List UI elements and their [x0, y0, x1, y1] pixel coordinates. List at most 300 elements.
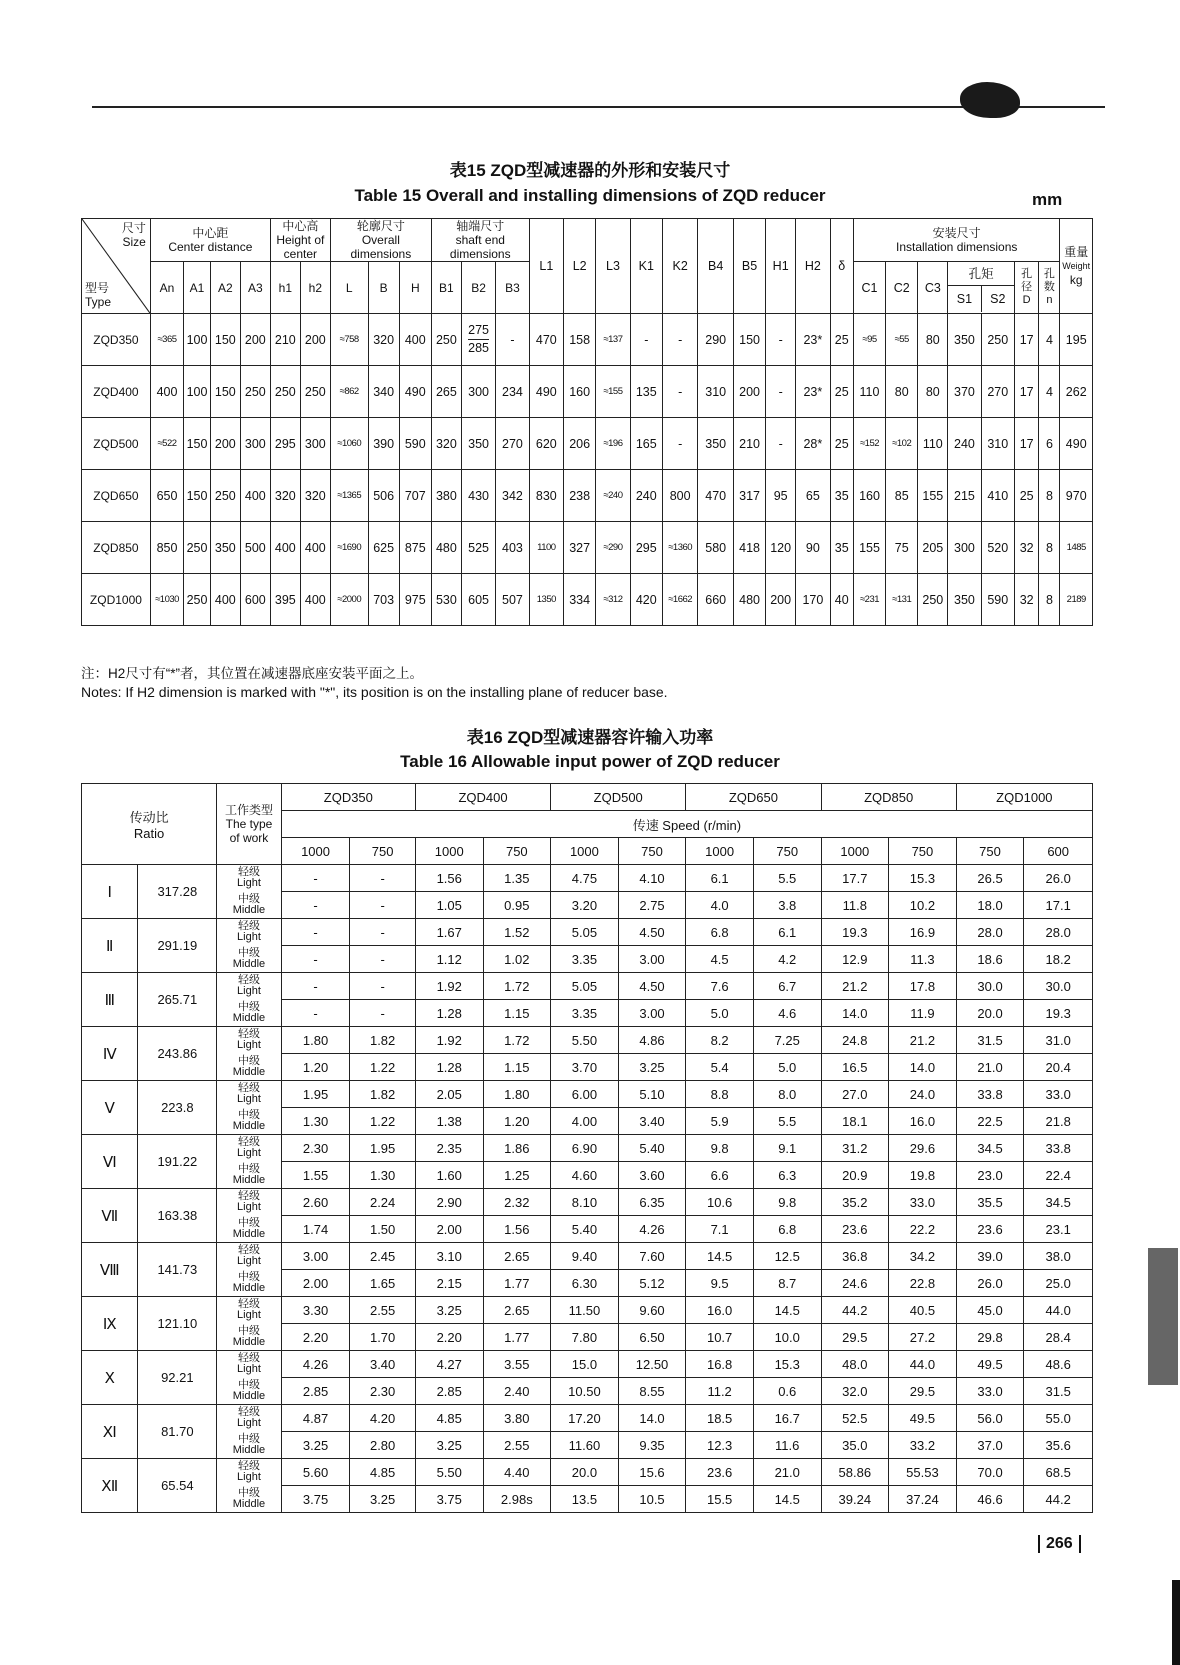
- table-cell: 33.0: [1024, 1081, 1093, 1108]
- table-row: [82, 1189, 1093, 1216]
- table-cell: 270: [981, 366, 1014, 418]
- table-row: [82, 1054, 1093, 1081]
- table-cell: 16.5: [821, 1054, 889, 1081]
- table-cell: 11.6: [753, 1432, 821, 1459]
- col-H1: H1: [766, 219, 796, 314]
- table16-title-en: Table 16 Allowable input power of ZQD reducer: [400, 752, 780, 771]
- table-cell: 17.20: [551, 1405, 619, 1432]
- table-cell: 4.86: [618, 1027, 686, 1054]
- table-cell: 2.80: [350, 1432, 416, 1459]
- ratio-roman: Ⅷ: [82, 1243, 138, 1297]
- table-cell: 12.50: [618, 1351, 686, 1378]
- ratio-value: 92.21: [138, 1351, 217, 1405]
- table-cell: 8.7: [753, 1270, 821, 1297]
- ratio-value: 265.71: [138, 973, 217, 1027]
- work-type-light: 轻级 Light: [217, 919, 282, 946]
- speed-cell: 1000: [281, 838, 350, 865]
- table-cell: 205: [918, 522, 948, 574]
- table-cell: 317: [733, 470, 765, 522]
- table-cell: 150: [184, 470, 211, 522]
- table-cell: 34.2: [889, 1243, 957, 1270]
- ratio-value: 65.54: [138, 1459, 217, 1513]
- table-cell: 25.0: [1024, 1270, 1093, 1297]
- table16: [81, 783, 1093, 1513]
- table-cell: 158: [564, 314, 596, 366]
- table-row: [82, 1108, 1093, 1135]
- table-row: [82, 946, 1093, 973]
- table-cell: -: [350, 892, 416, 919]
- table-cell: 4.5: [686, 946, 754, 973]
- corner-bottom-en: Type: [85, 295, 112, 309]
- table-cell: 6.3: [753, 1162, 821, 1189]
- table-cell: 155: [918, 470, 948, 522]
- table-cell: -: [662, 418, 698, 470]
- table-cell: 327: [564, 522, 596, 574]
- table-cell: 3.55: [483, 1351, 551, 1378]
- table-cell: 8: [1039, 522, 1060, 574]
- table-cell: ≈95: [853, 314, 885, 366]
- work-type-light: 轻级 Light: [217, 1135, 282, 1162]
- table-cell: 35: [830, 522, 853, 574]
- table-cell: 9.8: [753, 1189, 821, 1216]
- table-cell: 75: [886, 522, 918, 574]
- table-cell: ≈137: [596, 314, 630, 366]
- table-cell: 5.5: [753, 865, 821, 892]
- table-cell: 418: [733, 522, 765, 574]
- table-cell: 35.2: [821, 1189, 889, 1216]
- table-cell: 4.0: [686, 892, 754, 919]
- table-cell: 165: [630, 418, 662, 470]
- table-cell: 23.6: [956, 1216, 1024, 1243]
- ratio-value: 191.22: [138, 1135, 217, 1189]
- table-cell: 290: [698, 314, 734, 366]
- table-cell: 34.5: [1024, 1189, 1093, 1216]
- table-cell: 49.5: [889, 1405, 957, 1432]
- table-cell: 9.8: [686, 1135, 754, 1162]
- table-cell: 10.0: [753, 1324, 821, 1351]
- table-cell: 23.1: [1024, 1216, 1093, 1243]
- table-cell: 9.60: [618, 1297, 686, 1324]
- table-cell: 470: [529, 314, 563, 366]
- col-A2: A2: [210, 262, 240, 314]
- table-cell: 1.86: [483, 1135, 551, 1162]
- table-cell: 395: [270, 574, 300, 626]
- table-cell: 28.4: [1024, 1324, 1093, 1351]
- table-cell: -: [281, 946, 350, 973]
- table-cell: 480: [431, 522, 461, 574]
- table-cell: 1.12: [415, 946, 483, 973]
- table-cell: 80: [886, 366, 918, 418]
- table-cell: 2.75: [618, 892, 686, 919]
- col-B5: B5: [733, 219, 765, 314]
- table-cell: 490: [399, 366, 431, 418]
- ratio-roman: Ⅺ: [82, 1405, 138, 1459]
- work-type-middle: 中级 Middle: [217, 1054, 282, 1081]
- table-cell: 2.00: [415, 1216, 483, 1243]
- col-S2: S2: [990, 292, 1006, 306]
- table-cell: 1.80: [483, 1081, 551, 1108]
- table-cell: 33.0: [889, 1189, 957, 1216]
- table-cell: ≈55: [886, 314, 918, 366]
- table-cell: 300: [948, 522, 981, 574]
- table-cell: 620: [529, 418, 563, 470]
- table-cell: 1100: [529, 522, 563, 574]
- table-cell: 10.50: [551, 1378, 619, 1405]
- table-cell: 4.87: [281, 1405, 350, 1432]
- table-cell: 490: [529, 366, 563, 418]
- table-cell: 100: [184, 314, 211, 366]
- table-cell: 195: [1060, 314, 1093, 366]
- table-cell: 660: [698, 574, 734, 626]
- table-cell: 600: [240, 574, 270, 626]
- ratio-value: 163.38: [138, 1189, 217, 1243]
- table-cell: 31.2: [821, 1135, 889, 1162]
- table-cell: 390: [368, 418, 399, 470]
- col-C1: C1: [853, 262, 885, 314]
- table-cell: 7.80: [551, 1324, 619, 1351]
- table-cell: 1.56: [415, 865, 483, 892]
- table-cell: 1.92: [415, 973, 483, 1000]
- table-cell: 2.65: [483, 1243, 551, 1270]
- group-center-distance: 中心距 Center distance: [150, 219, 270, 262]
- table-cell: 6.35: [618, 1189, 686, 1216]
- table-cell: 206: [564, 418, 596, 470]
- table-row: [82, 865, 1093, 892]
- table-cell: 3.60: [618, 1162, 686, 1189]
- table-cell: 520: [981, 522, 1014, 574]
- work-type-middle: 中级 Middle: [217, 1378, 282, 1405]
- table-cell: 250: [270, 366, 300, 418]
- table-cell: 1.67: [415, 919, 483, 946]
- table-cell: 20.4: [1024, 1054, 1093, 1081]
- table-cell: 3.20: [551, 892, 619, 919]
- table-cell: 1.05: [415, 892, 483, 919]
- table-cell: 500: [240, 522, 270, 574]
- col-B4: B4: [698, 219, 734, 314]
- table-cell: 342: [496, 470, 529, 522]
- table-cell: $\frac{275}{285}$: [461, 314, 495, 366]
- table-cell: ≈1360: [662, 522, 698, 574]
- corner-bottom-cn: 型号: [85, 281, 110, 295]
- col-An: An: [150, 262, 183, 314]
- table-cell: 703: [368, 574, 399, 626]
- table-cell: 4.26: [618, 1216, 686, 1243]
- table-cell: 240: [948, 418, 981, 470]
- work-type-light: 轻级 Light: [217, 1297, 282, 1324]
- table-cell: 875: [399, 522, 431, 574]
- table-cell: 250: [431, 314, 461, 366]
- table-cell: 590: [399, 418, 431, 470]
- table-cell: 4.6: [753, 1000, 821, 1027]
- work-type-light: 轻级 Light: [217, 1351, 282, 1378]
- work-type-light: 轻级 Light: [217, 865, 282, 892]
- work-type-light: 轻级 Light: [217, 1459, 282, 1486]
- table-cell: 6.50: [618, 1324, 686, 1351]
- table-row: [82, 366, 1093, 418]
- table-cell: 21.8: [1024, 1108, 1093, 1135]
- table-cell: 37.0: [956, 1432, 1024, 1459]
- table-cell: 4.26: [281, 1351, 350, 1378]
- table-cell: 5.10: [618, 1081, 686, 1108]
- model-header: ZQD400: [415, 784, 550, 811]
- table-cell: ≈1030: [150, 574, 183, 626]
- hole-pitch-group: [948, 262, 1015, 314]
- speed-cell: 750: [618, 838, 686, 865]
- table-cell: -: [350, 919, 416, 946]
- group-installation: 安装尺寸 Installation dimensions: [853, 219, 1060, 262]
- table-cell: -: [662, 366, 698, 418]
- table-cell: 32: [1014, 574, 1038, 626]
- table-cell: ≈758: [330, 314, 368, 366]
- table-cell: 250: [981, 314, 1014, 366]
- table-cell: 110: [853, 366, 885, 418]
- table-cell: 21.2: [889, 1027, 957, 1054]
- table-cell: 2.40: [483, 1378, 551, 1405]
- table15: [81, 218, 1093, 626]
- table-cell: 15.6: [618, 1459, 686, 1486]
- table-cell: 24.0: [889, 1081, 957, 1108]
- table-cell: 5.05: [551, 973, 619, 1000]
- table-cell: 3.8: [753, 892, 821, 919]
- col-delta: δ: [830, 219, 853, 314]
- table-cell: 5.12: [618, 1270, 686, 1297]
- col-D: 孔径 D: [1014, 262, 1038, 314]
- table-cell: 34.5: [956, 1135, 1024, 1162]
- table-cell: 49.5: [956, 1351, 1024, 1378]
- table-cell: 90: [796, 522, 830, 574]
- table-cell: 22.5: [956, 1108, 1024, 1135]
- table-cell: ≈131: [886, 574, 918, 626]
- table-cell: -: [766, 366, 796, 418]
- table-cell: 16.7: [753, 1405, 821, 1432]
- table-cell: 5.50: [551, 1027, 619, 1054]
- table-cell: 150: [184, 418, 211, 470]
- table-cell: 16.8: [686, 1351, 754, 1378]
- table-cell: 8: [1039, 574, 1060, 626]
- table-cell: 5.5: [753, 1108, 821, 1135]
- table-cell: 44.0: [889, 1351, 957, 1378]
- table-cell: 4: [1039, 366, 1060, 418]
- table-cell: 430: [461, 470, 495, 522]
- table-cell: 55.0: [1024, 1405, 1093, 1432]
- table-cell: 2.55: [483, 1432, 551, 1459]
- table-row: [82, 1027, 1093, 1054]
- table-row: [82, 1000, 1093, 1027]
- table-cell: 1.60: [415, 1162, 483, 1189]
- col-L3: L3: [596, 219, 630, 314]
- table-cell: 31.5: [956, 1027, 1024, 1054]
- table-cell: 2.85: [415, 1378, 483, 1405]
- table-cell: 16.9: [889, 919, 957, 946]
- table-cell: 1.82: [350, 1081, 416, 1108]
- table-cell: 1.50: [350, 1216, 416, 1243]
- table16-title-cn: 表16 ZQD型减速器容许输入功率: [466, 728, 714, 747]
- table-cell: 5.40: [618, 1135, 686, 1162]
- table-cell: 4.60: [551, 1162, 619, 1189]
- col-B: B: [368, 262, 399, 314]
- table-cell: 23*: [796, 366, 830, 418]
- ratio-roman: Ⅳ: [82, 1027, 138, 1081]
- table-cell: 17: [1014, 314, 1038, 366]
- model-header: ZQD500: [551, 784, 686, 811]
- table-cell: 1.30: [350, 1162, 416, 1189]
- table-cell: 0.95: [483, 892, 551, 919]
- table-cell: 160: [564, 366, 596, 418]
- table-cell: 11.2: [686, 1378, 754, 1405]
- table-cell: 11.3: [889, 946, 957, 973]
- header-rule: [92, 106, 1105, 108]
- table-cell: 250: [184, 522, 211, 574]
- table-cell: ≈365: [150, 314, 183, 366]
- table-cell: 35.0: [821, 1432, 889, 1459]
- table-cell: 18.5: [686, 1405, 754, 1432]
- table-cell: 480: [733, 574, 765, 626]
- table-cell: 68.5: [1024, 1459, 1093, 1486]
- work-type-light: 轻级 Light: [217, 1243, 282, 1270]
- table-cell: 44.2: [1024, 1486, 1093, 1513]
- table-cell: 100: [184, 366, 211, 418]
- col-L2: L2: [564, 219, 596, 314]
- table-cell: 295: [630, 522, 662, 574]
- table-cell: 46.6: [956, 1486, 1024, 1513]
- table-cell: 5.05: [551, 919, 619, 946]
- table-cell: 2.15: [415, 1270, 483, 1297]
- table-cell: 38.0: [1024, 1243, 1093, 1270]
- table-cell: 37.24: [889, 1486, 957, 1513]
- table-cell: 2.24: [350, 1189, 416, 1216]
- table-cell: 1.52: [483, 919, 551, 946]
- table-cell: 4.20: [350, 1405, 416, 1432]
- table-cell: 650: [150, 470, 183, 522]
- table-cell: 15.5: [686, 1486, 754, 1513]
- table-cell: 27.2: [889, 1324, 957, 1351]
- table-cell: 2.98s: [483, 1486, 551, 1513]
- table-cell: 31.0: [1024, 1027, 1093, 1054]
- table-cell: 14.5: [686, 1243, 754, 1270]
- table-cell: 1.30: [281, 1108, 350, 1135]
- ratio-value: 121.10: [138, 1297, 217, 1351]
- table-cell: 23.0: [956, 1162, 1024, 1189]
- table-cell: 52.5: [821, 1405, 889, 1432]
- model-header: ZQD1000: [956, 784, 1092, 811]
- speed-cell: 750: [483, 838, 551, 865]
- speed-header: 传速 Speed (r/min): [281, 811, 1092, 838]
- table-cell: 150: [210, 366, 240, 418]
- table-cell: 270: [496, 418, 529, 470]
- table-cell: 80: [918, 366, 948, 418]
- table-row: [82, 1486, 1093, 1513]
- row-type: ZQD400: [82, 366, 151, 418]
- table-cell: 800: [662, 470, 698, 522]
- table-cell: 1.38: [415, 1108, 483, 1135]
- col-C3: C3: [918, 262, 948, 314]
- table-cell: 320: [431, 418, 461, 470]
- table-cell: -: [350, 865, 416, 892]
- table-cell: 17: [1014, 418, 1038, 470]
- work-type-middle: 中级 Middle: [217, 1432, 282, 1459]
- speed-cell: 750: [753, 838, 821, 865]
- table-cell: ≈862: [330, 366, 368, 418]
- table-cell: 1.92: [415, 1027, 483, 1054]
- table-cell: 5.50: [415, 1459, 483, 1486]
- table-cell: 4: [1039, 314, 1060, 366]
- row-type: ZQD1000: [82, 574, 151, 626]
- table-cell: 1.55: [281, 1162, 350, 1189]
- table-row: [82, 1216, 1093, 1243]
- table-cell: -: [281, 892, 350, 919]
- table-cell: -: [630, 314, 662, 366]
- table-cell: 15.0: [551, 1351, 619, 1378]
- col-A3: A3: [240, 262, 270, 314]
- table-cell: -: [766, 418, 796, 470]
- table-row: [82, 1081, 1093, 1108]
- col-B3: B3: [496, 262, 529, 314]
- table-cell: 250: [184, 574, 211, 626]
- ratio-roman: Ⅱ: [82, 919, 138, 973]
- table-cell: ≈152: [853, 418, 885, 470]
- table-cell: 9.40: [551, 1243, 619, 1270]
- corner-cell: [82, 219, 151, 314]
- work-type-light: 轻级 Light: [217, 1189, 282, 1216]
- table-cell: 29.5: [889, 1378, 957, 1405]
- ratio-roman: Ⅸ: [82, 1297, 138, 1351]
- table-cell: 95: [766, 470, 796, 522]
- table-cell: 14.5: [753, 1486, 821, 1513]
- table-cell: 24.6: [821, 1270, 889, 1297]
- table-cell: 200: [240, 314, 270, 366]
- table-cell: 170: [796, 574, 830, 626]
- table-cell: 2.30: [281, 1135, 350, 1162]
- table-cell: 400: [399, 314, 431, 366]
- table-cell: 530: [431, 574, 461, 626]
- table-cell: 350: [698, 418, 734, 470]
- table-cell: 1.20: [483, 1108, 551, 1135]
- table-cell: 35: [830, 470, 853, 522]
- table-cell: ≈1060: [330, 418, 368, 470]
- table-cell: 2189: [1060, 574, 1093, 626]
- table-cell: 6.7: [753, 973, 821, 1000]
- table-cell: 85: [886, 470, 918, 522]
- work-type-middle: 中级 Middle: [217, 1216, 282, 1243]
- table-row: [82, 314, 1093, 366]
- table-cell: 4.85: [415, 1405, 483, 1432]
- work-type-light: 轻级 Light: [217, 973, 282, 1000]
- table-cell: 8: [1039, 470, 1060, 522]
- table-cell: 3.70: [551, 1054, 619, 1081]
- table-cell: 1.72: [483, 973, 551, 1000]
- edge-bar: [1172, 1580, 1180, 1665]
- table-cell: 3.40: [350, 1351, 416, 1378]
- ratio-roman: Ⅲ: [82, 973, 138, 1027]
- table-cell: 2.90: [415, 1189, 483, 1216]
- table-cell: 33.8: [1024, 1135, 1093, 1162]
- speed-cell: 1000: [821, 838, 889, 865]
- table-cell: 10.2: [889, 892, 957, 919]
- table-cell: 3.40: [618, 1108, 686, 1135]
- table-cell: 400: [300, 574, 330, 626]
- col-C2: C2: [886, 262, 918, 314]
- table-cell: 17.8: [889, 973, 957, 1000]
- table15-title-en: Table 15 Overall and installing dimensions of ZQD reducer: [354, 186, 826, 205]
- table-cell: 5.0: [686, 1000, 754, 1027]
- table-cell: 238: [564, 470, 596, 522]
- table-cell: 18.6: [956, 946, 1024, 973]
- table-cell: 590: [981, 574, 1014, 626]
- table-row: [82, 1297, 1093, 1324]
- table-cell: 19.3: [1024, 1000, 1093, 1027]
- table-cell: 1.02: [483, 946, 551, 973]
- table-cell: 320: [300, 470, 330, 522]
